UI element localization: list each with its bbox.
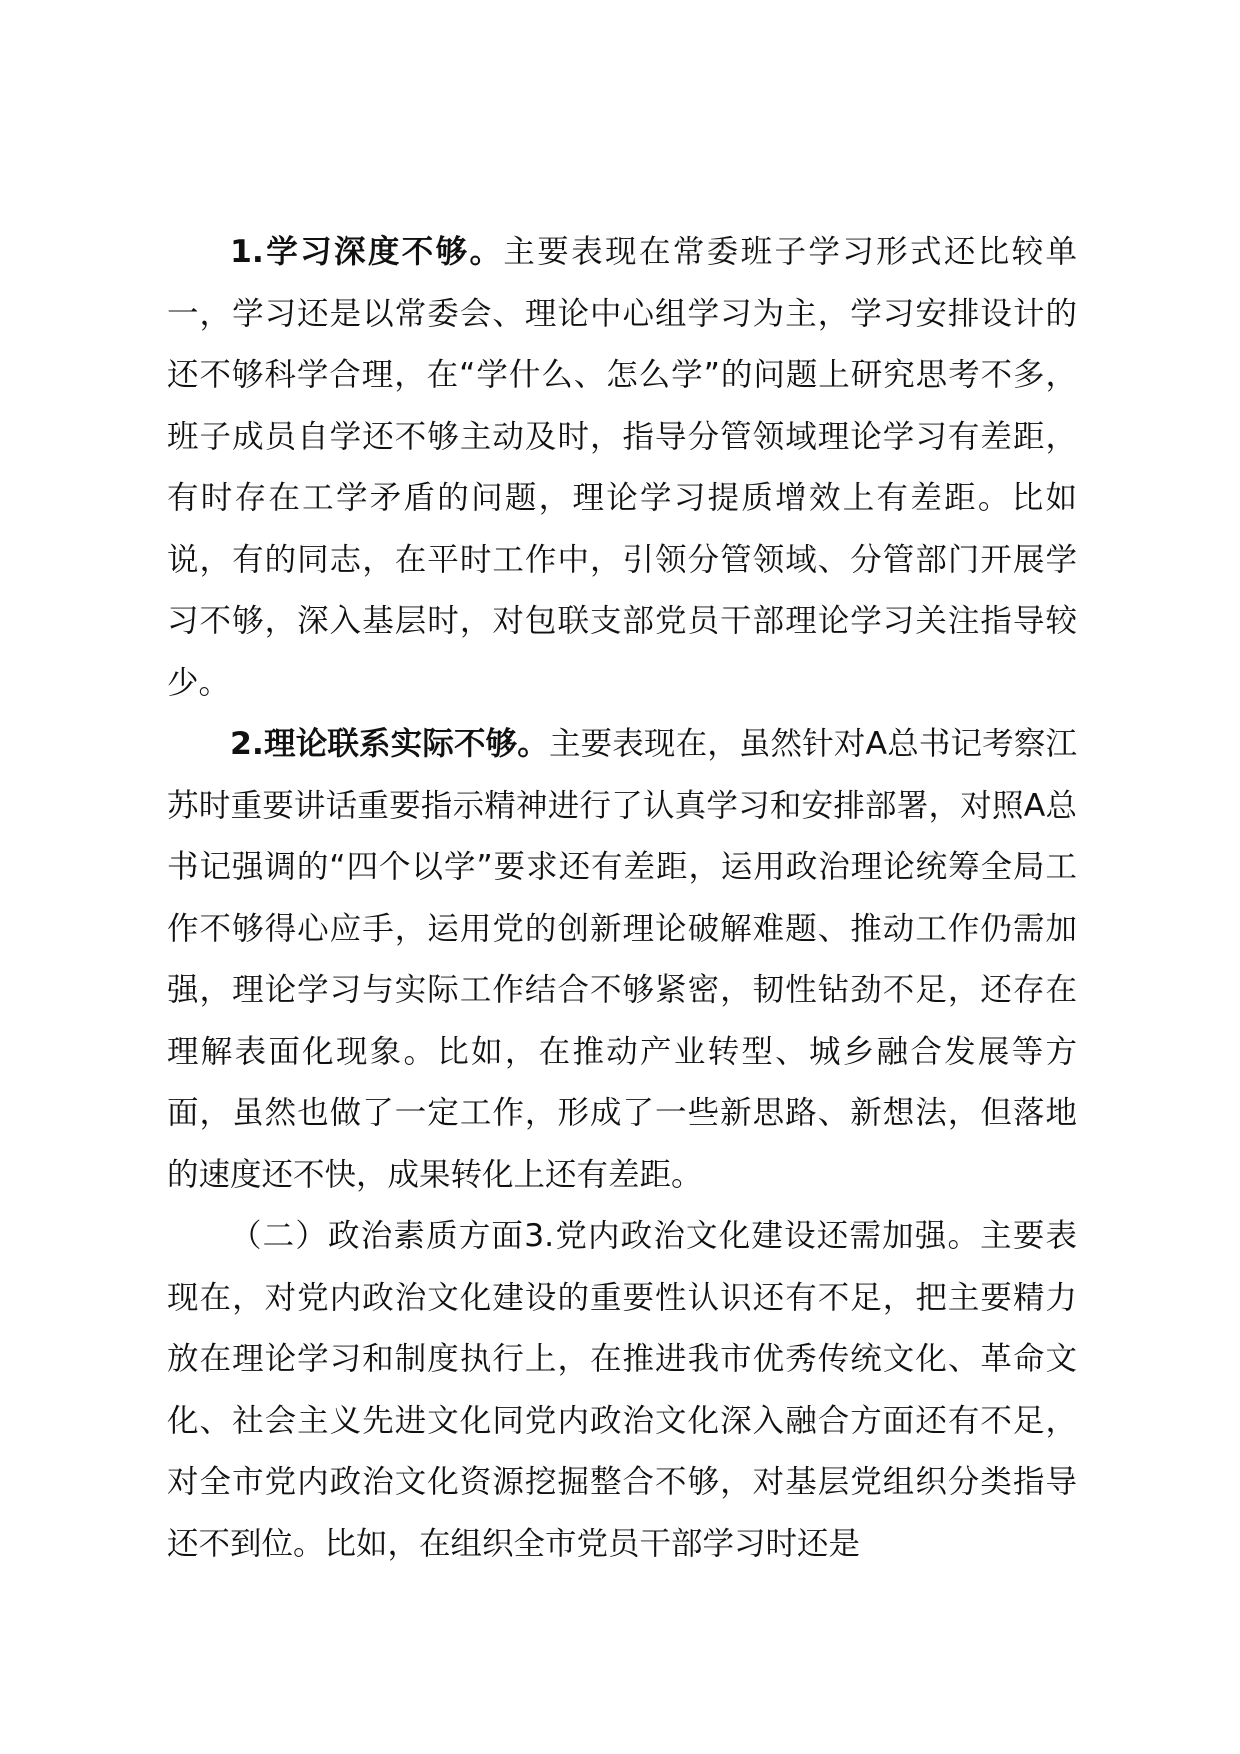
paragraph-text: 主要表现在，虽然针对A总书记考察江苏时重要讲话重要指示精神进行了认真学习和安排部署，对照A总书记强调的“四个以学”要求还有差距，运用政治理论统筹全局工作不够得心应手，运用党的创新理论破解难题、推动工作仍需加强，理论学习与实际工作结合不够紧密，韧性钻劲不足，还存在理解表面化现象。比如，在推动产业转型、城乡融合发展等方面，虽然也做了一定工作，形成了一些新思路、新想法，但落地的速度还不快，成果转化上还有差距。	[167, 726, 1077, 1193]
paragraph-theory-practice	[167, 714, 1077, 1206]
paragraph-text: 主要表现在常委班子学习形式还比较单一，学习还是以常委会、理论中心组学习为主，学习安排设计的还不够科学合理，在“学什么、怎么学”的问题上研究思考不多，班子成员自学还不够主动及时，指导分管领域理论学习有差距，有时存在工学矛盾的问题，理论学习提质增效上有差距。比如说，有的同志，在平时工作中，引领分管领域、分管部门开展学习不够，深入基层时，对包联支部党员干部理论学习关注指导较少。	[167, 234, 1077, 701]
paragraph-political-quality	[167, 1206, 1077, 1575]
paragraph-heading: 1.学习深度不够。	[230, 234, 504, 270]
document-body	[167, 222, 1077, 1575]
paragraph-heading: 2.理论联系实际不够。	[230, 726, 549, 762]
paragraph-learning-depth	[167, 222, 1077, 714]
paragraph-text: （二）政治素质方面3.党内政治文化建设还需加强。主要表现在，对党内政治文化建设的重要性认识还有不足，把主要精力放在理论学习和制度执行上，在推进我市优秀传统文化、革命文化、社会主义先进文化同党内政治文化深入融合方面还有不足，对全市党内政治文化资源挖掘整合不够，对基层党组织分类指导还不到位。比如，在组织全市党员干部学习时还是	[167, 1218, 1077, 1562]
